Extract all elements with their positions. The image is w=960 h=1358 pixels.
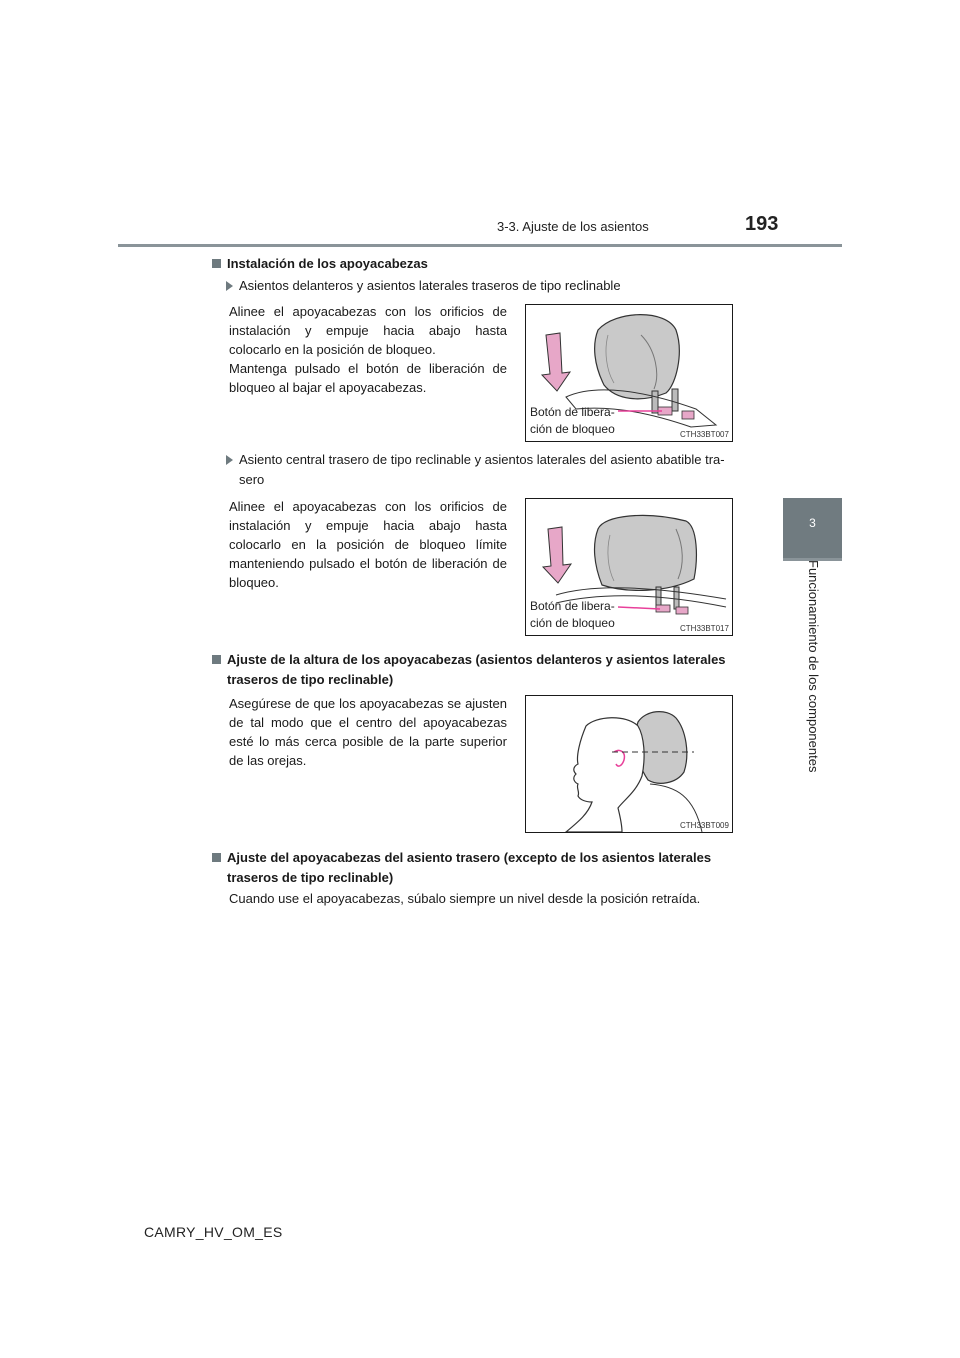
square-bullet-icon [212, 853, 221, 862]
figure-headrest-center [525, 498, 733, 636]
running-header-section: 3-3. Ajuste de los asientos [497, 219, 649, 234]
paragraph-install-front [229, 302, 507, 397]
section-title-text: Instalación de los apoyacabezas [227, 256, 428, 271]
bullet-text-2: sero [239, 472, 265, 487]
fig2-code: CTH33BT017 [680, 624, 729, 633]
headrest-illustration-2 [526, 499, 732, 635]
paragraph-text: Alinee el apoyacabezas con los orificios de instalación y empuje hacia abajo hasta colocarlo en la posición de bloqueo. [229, 304, 507, 357]
section-title-install [212, 254, 772, 274]
paragraph-text-2: Mantenga pulsado el botón de liberación de bloqueo al bajar el apoyacabezas. [229, 361, 507, 395]
paragraph-height: Asegúrese de que los apoyacabezas se ajusten de tal modo que el centro del apoyacabezas esté lo más cerca posible de la parte superior de las orejas. [229, 696, 507, 768]
triangle-bullet-icon [226, 281, 233, 291]
head-position-illustration [526, 696, 732, 832]
bullet-front-seats [226, 276, 766, 296]
figure-headrest-front [525, 304, 733, 442]
figure-headrest-height [525, 695, 733, 833]
square-bullet-icon [212, 655, 221, 664]
section-title-text-2: traseros de tipo reclinable) [227, 672, 394, 687]
section-title-height [212, 650, 772, 690]
fig1-label-line2: ción de bloqueo [530, 422, 615, 436]
section-title-text-2: traseros de tipo reclinable) [227, 870, 394, 885]
section-title-rear [212, 848, 772, 888]
header-rule [118, 244, 842, 247]
section-title-text: Ajuste del apoyacabezas del asiento trasero (excepto de los asientos laterales [227, 850, 712, 865]
bullet-text: Asientos delanteros y asientos laterales traseros de tipo reclinable [239, 278, 621, 293]
document-code: CAMRY_HV_OM_ES [144, 1224, 283, 1240]
fig2-label-line1: Botón de libera- [530, 599, 615, 613]
triangle-bullet-icon [226, 455, 233, 465]
paragraph-rear: Cuando use el apoyacabezas, súbalo siempre un nivel desde la posición retraída. [229, 891, 701, 906]
chapter-tab-number: 3 [809, 516, 816, 530]
fig3-code: CTH33BT009 [680, 821, 729, 830]
paragraph-install-center: Alinee el apoyacabezas con los orificios de instalación y empuje hacia abajo hasta colocarlo en la posición de bloqueo límite manteniendo pulsado el botón de liberación de bloqueo. [229, 499, 507, 590]
down-arrow-icon [542, 333, 570, 391]
fig1-label-line1: Botón de libera- [530, 405, 615, 419]
square-bullet-icon [212, 259, 221, 268]
fig1-code: CTH33BT007 [680, 430, 729, 439]
chapter-tab-label: Funcionamiento de los componentes [806, 560, 821, 773]
fig2-label-line2: ción de bloqueo [530, 616, 615, 630]
section-title-text: Ajuste de la altura de los apoyacabezas (asientos delanteros y asientos laterales [227, 652, 726, 667]
bullet-center-seat [226, 450, 766, 490]
down-arrow-icon [543, 527, 571, 583]
headrest-illustration [526, 305, 732, 441]
bullet-text: Asiento central trasero de tipo reclinable y asientos laterales del asiento abatible tra- [239, 452, 725, 467]
page-number: 193 [745, 213, 779, 235]
